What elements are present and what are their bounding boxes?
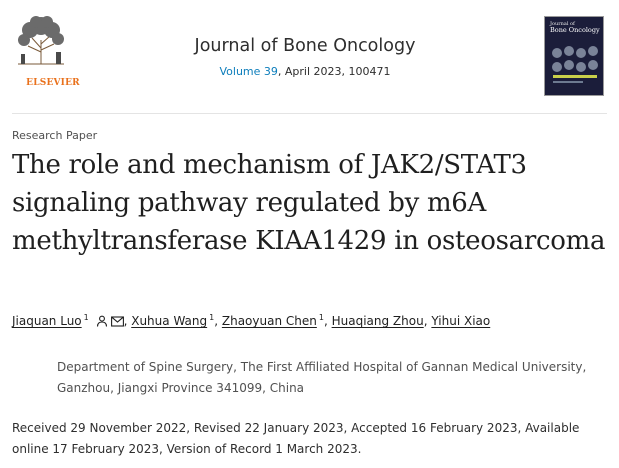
issue-info	[180, 65, 430, 78]
author-link-xiao[interactable]: Yihui Xiao	[431, 314, 491, 328]
publisher-wordmark: ELSEVIER	[26, 78, 80, 88]
issue-details: , April 2023, 100471	[277, 65, 391, 78]
journal-title-link[interactable]: Journal of Bone Oncology	[194, 36, 416, 56]
author-list	[12, 314, 490, 330]
author-link-chen[interactable]: Zhaoyuan Chen	[221, 314, 317, 328]
elsevier-tree-logo[interactable]	[12, 14, 80, 88]
author-separator: ,	[123, 314, 128, 328]
author-link-wang[interactable]: Xuhua Wang	[131, 314, 208, 328]
person-icon[interactable]	[96, 315, 108, 330]
author-separator: ,	[423, 314, 428, 328]
article-title: The role and mechanism of JAK2/STAT3 signaling pathway regulated by m6A methyltransferase KIAA1429 in osteosarcoma	[12, 150, 606, 256]
publication-history: Received 29 November 2022, Revised 22 January 2023, Accepted 16 February 2023, Available online 17 February 2023, Version of Record 1 March 2023.	[12, 421, 580, 456]
cover-line-1: Journal of	[550, 21, 575, 27]
journal-header	[0, 0, 619, 108]
cover-artwork	[545, 17, 604, 96]
author-sup-2: 1	[209, 313, 215, 322]
email-icon[interactable]	[111, 316, 124, 330]
author-sup-3: 1	[318, 313, 324, 322]
volume-link[interactable]: Volume 39	[219, 65, 278, 78]
author-affiliation: Department of Spine Surgery, The First Affiliated Hospital of Gannan Medical University, Ganzhou, Jiangxi Province 341099, China	[57, 360, 587, 395]
author-separator: ,	[214, 314, 219, 328]
author-separator: ,	[323, 314, 328, 328]
author-link-luo[interactable]: Jiaquan Luo	[12, 314, 82, 328]
header-divider	[12, 113, 607, 114]
article-type-label: Research Paper	[12, 129, 98, 142]
cover-line-2: Bone Oncology	[550, 26, 600, 34]
journal-cover-image[interactable]	[544, 16, 604, 96]
author-sup-1: 1	[83, 313, 89, 322]
author-link-zhou[interactable]: Huaqiang Zhou	[331, 314, 424, 328]
